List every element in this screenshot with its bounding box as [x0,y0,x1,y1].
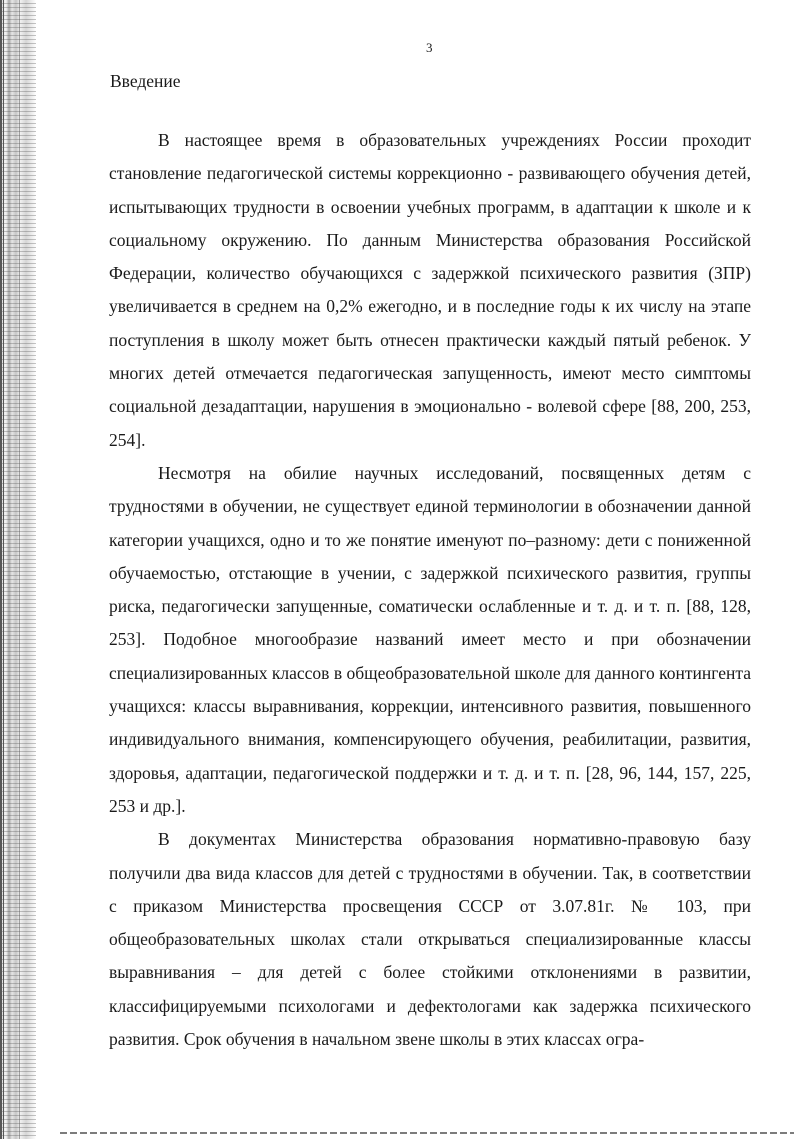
section-heading: Введение [110,71,181,91]
scan-binding-edge [0,0,36,1139]
scan-binding-line [19,0,20,1139]
paragraph: В настоящее время в образовательных учреждениях России проходит становление педагогической системы коррекционно - развивающего обучения детей, испытывающих трудности в освоении учебных программ, в адаптации к школе и к социальному окружению. По данным Министерства образования Российской Федерации, количество обучающихся с задержкой психического развития (ЗПР) увеличивается в среднем на 0,2% ежегодно, и в последние годы к их числу на этапе поступления в школу может быть отнесен практически каждый пятый ребенок. У многих детей отмечается педагогическая запущенность, имеют место симптомы социальной дезадаптации, нарушения в эмоционально - волевой сфере [88, 200, 253, 254]. [109,130,751,450]
page-number: 3 [426,40,433,55]
scan-bottom-edge [60,1132,794,1134]
paragraph: В документах Министерства образования нормативно-правовую базу получили два вида классов для детей с трудностями в обучении. Так, в соответствии с приказом Министерства просвещения СССР от 3.07.81г. № 103, при общеобразовательных школах стали открываться специализированные классы выравнивания – для детей с более стойкими отклонениями в развитии, классифицируемыми психологами и дефектологами как задержка психического развития. Срок обучения в начальном звене школы в этих классах огра- [109,829,751,1050]
scan-binding-line [3,0,4,1139]
paragraph: Несмотря на обилие научных исследований, посвященных детям с трудностями в обучении, не существует единой терминологии в обозначении данной категории учащихся, одно и то же понятие именуют по–разному: дети с пониженной обучаемостью, отстающие в учении, с задержкой психического развития, группы риска, педагогически запущенные, соматически ослабленные и т. д. и т. п. [88, 128, 253]. Подобное многообразие названий имеет место и при обозначении специализированных классов в общеобразовательной школе для данного контингента учащихся: классы выравнивания, коррекции, интенсивного развития, повышенного индивидуального внимания, компенсирующего обучения, реабилитации, развития, здоровья, адаптации, педагогической поддержки и т. д. и т. п. [28, 96, 144, 157, 225, 253 и др.]. [109,462,751,816]
body-text [109,124,751,1056]
